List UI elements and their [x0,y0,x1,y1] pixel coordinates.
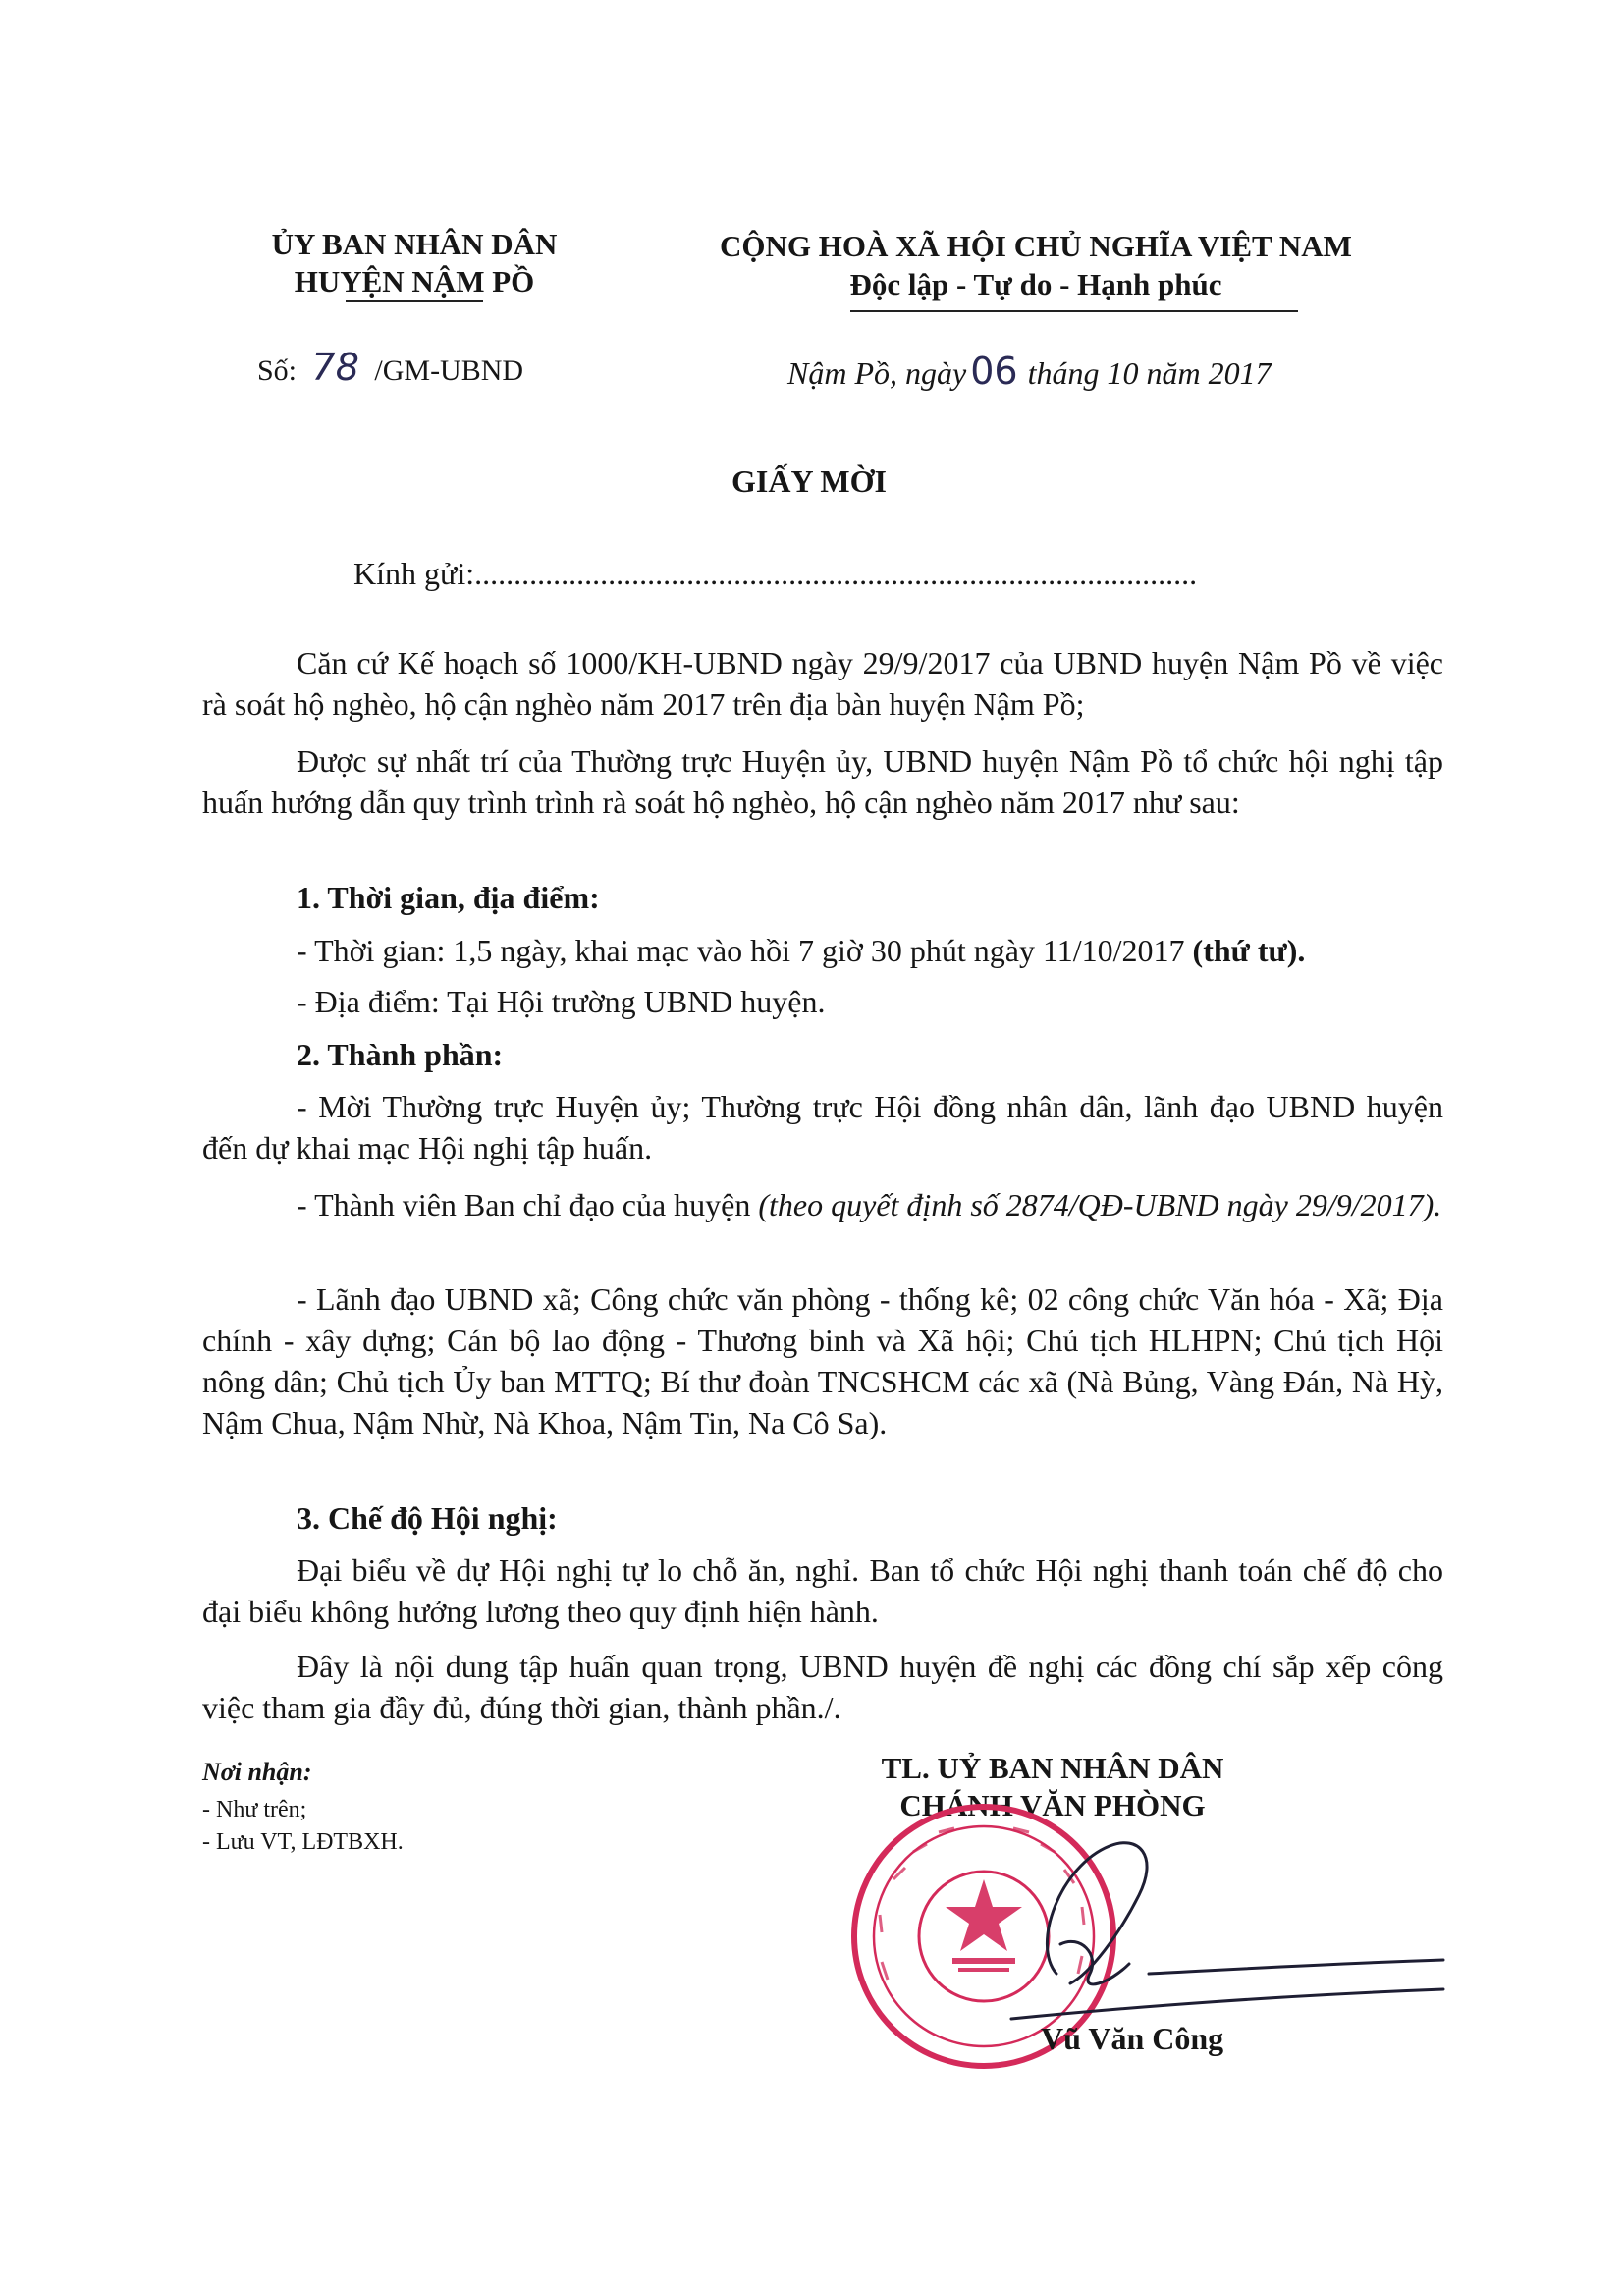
section-2-item-2-text: - Thành viên Ban chỉ đạo của huyện [297,1187,751,1222]
date-day-handwritten: 06 [970,350,1018,393]
recipient-item-2: - Lưu VT, LĐTBXH. [202,1829,404,1855]
signature-title-line-2: CHÁNH VĂN PHÒNG [899,1788,1206,1822]
national-motto: Độc lập - Tự do - Hạnh phúc [849,267,1222,301]
motto-underline [850,310,1298,312]
signer-name: Vũ Văn Công [1041,2021,1224,2056]
recipients-block [202,1758,404,1856]
recipient-item-1: - Như trên; [202,1797,307,1822]
paragraph-basis: Căn cứ Kế hoạch số 1000/KH-UBND ngày 29/9/2017 của UBND huyện Nậm Pồ về việc rà soát hộ nghèo, hộ cận nghèo năm 2017 trên địa bàn huyện Nậm Pồ; [202,645,1443,722]
section-3-paragraph-2: Đây là nội dung tập huấn quan trọng, UBND huyện đề nghị các đồng chí sắp xếp công việc tham gia đầy đủ, đúng thời gian, thành phần./. [202,1649,1443,1725]
salutation: Kính gửi:............................................................................................ [353,556,1198,591]
recipients-title: Nơi nhận: [202,1758,312,1786]
section-3-heading: 3. Chế độ Hội nghị: [297,1500,558,1536]
doc-number-suffix: /GM-UBND [374,354,524,387]
signature-title-line-1: TL. UỶ BAN NHÂN DÂN [881,1751,1224,1785]
section-3-paragraph-1: Đại biểu về dự Hội nghị tự lo chỗ ăn, nghỉ. Ban tổ chức Hội nghị thanh toán chế độ cho đại biểu không hưởng lương theo quy định hiện hành. [202,1552,1443,1629]
national-title: CỘNG HOÀ XÃ HỘI CHỦ NGHĨA VIỆT NAM [720,229,1352,263]
document-title: GIẤY MỜI [731,463,887,499]
handwritten-signature-icon [972,1826,1463,2042]
section-1-time-day: (thứ tư). [1192,933,1306,968]
section-1-heading: 1. Thời gian, địa điểm: [297,880,600,915]
date-suffix: tháng 10 năm 2017 [1027,355,1272,391]
section-2-heading: 2. Thành phần: [297,1037,504,1072]
doc-number-prefix: Số: [257,354,298,387]
section-2-item-2-italic: (theo quyết định số 2874/QĐ-UBND ngày 29/9/2017). [758,1187,1442,1222]
paragraph-intro: Được sự nhất trí của Thường trực Huyện ủy, UBND huyện Nậm Pồ tổ chức hội nghị tập huấn hướng dẫn quy trình trình rà soát hộ nghèo, hộ cận nghèo năm 2017 như sau: [202,743,1443,820]
date-line [787,350,1272,393]
org-underline [346,300,483,302]
org-line-1: ỦY BAN NHÂN DÂN [271,227,558,261]
section-2-item-3: - Lãnh đạo UBND xã; Công chức văn phòng - thống kê; 02 công chức Văn hóa - Xã; Địa chính - xây dựng; Cán bộ lao động - Thương binh và Xã hội; Chủ tịch HLHPN; Chủ tịch Hội nông dân; Chủ tịch Ủy ban MTTQ; Bí thư đoàn TNCSHCM các xã (Nà Bủng, Vàng Đán, Nà Hỳ, Nậm Chua, Nậm Nhừ, Nà Khoa, Nậm Tin, Na Cô Sa). [202,1281,1443,1440]
section-2-item-1: - Mời Thường trực Huyện ủy; Thường trực Hội đồng nhân dân, lãnh đạo UBND huyện đến dự khai mạc Hội nghị tập huấn. [202,1089,1443,1166]
doc-number [257,346,523,389]
org-name [208,226,621,300]
section-1-time [297,933,1305,969]
section-2-item-2 [202,1184,1443,1225]
doc-number-handwritten: 78 [311,346,359,389]
org-line-2: HUYỆN NẬM PỒ [294,264,535,299]
section-1-place: - Địa điểm: Tại Hội trường UBND huyện. [297,984,826,1019]
date-prefix: Nậm Pồ, ngày [787,355,967,391]
section-1-time-text: - Thời gian: 1,5 ngày, khai mạc vào hồi 7 giờ 30 phút ngày 11/10/2017 [297,933,1185,968]
